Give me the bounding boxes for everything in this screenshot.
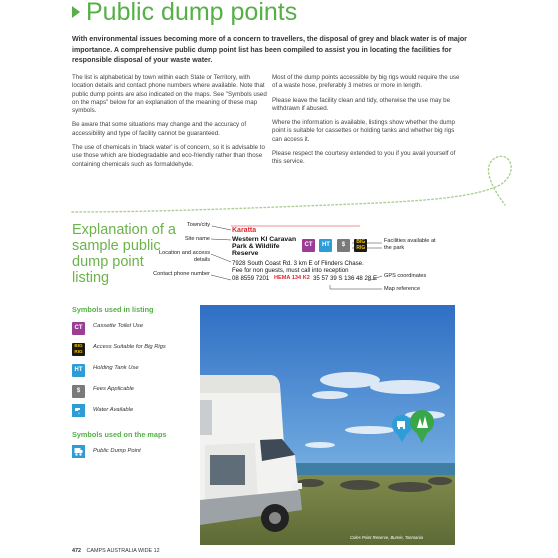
symbol-label: Cassette Toilet Use [93, 323, 144, 329]
label-site: Site name [184, 236, 210, 242]
symbol-row [72, 320, 85, 338]
big-rig-icon: BIG RIG [354, 239, 367, 252]
holding-tank-icon: HT [319, 239, 332, 252]
body-paragraph: Please respect the courtesy extended to you if you avail yourself of this service. [272, 150, 456, 166]
symbol-row [72, 404, 85, 422]
cassette-toilet-icon: CT [302, 239, 315, 252]
body-paragraph: The use of chemicals in 'black water' is of concern, so it is advisable to use those which are biodegradable and eco-friendly rather than those containing chemicals such as formaldehyde. [72, 144, 265, 168]
symbol-label: Fees Applicable [93, 386, 135, 392]
explanation-heading: Explanation of a sample public dump point listing [72, 222, 176, 286]
dump-point-icon [72, 445, 85, 458]
symbol-row [72, 383, 85, 401]
body-paragraph: Most of the dump points accessible by big rigs would require the use of a waste hose, preferably 3 metres or more in length. [272, 74, 460, 90]
sample-location: 7928 South Coast Rd. 3 km E of Flinders Chase. [232, 260, 364, 267]
label-map-reference: Map reference [384, 286, 421, 292]
water-tap-icon [72, 404, 85, 417]
footer-text: CAMPS AUSTRALIA WIDE 12 [86, 548, 160, 554]
page-footer [72, 548, 160, 554]
fee-icon: $ [337, 239, 350, 252]
label-facilities: Facilities available at the park [384, 238, 436, 251]
sample-site: Western KI Caravan Park & Wildlife Reserve [232, 236, 297, 257]
sample-phone: 08 8559 7201 [232, 275, 270, 282]
sample-gps: 35 57 39 S 136 48 28 E [313, 275, 378, 282]
symbols-listing-heading: Symbols used in listing [72, 305, 154, 314]
label-town: Town/city [186, 222, 210, 228]
fee-icon: $ [72, 385, 85, 398]
label-location: Location and access details [159, 250, 210, 263]
label-contact: Contact phone number [153, 271, 210, 277]
big-rig-icon: BIG RIG [72, 343, 85, 356]
symbol-label: Public Dump Point [93, 448, 141, 454]
holding-tank-icon: HT [72, 364, 85, 377]
body-paragraph: The list is alphabetical by town within each State or Territory, with location details and contact phone numbers where available. Note that public dump points are also indicated on the maps. See "Symbols used on the maps" below for an explanation of the meaning of these map symbols. [72, 74, 267, 115]
sample-fee: Fee for non guests, must call into reception [232, 267, 349, 274]
symbols-maps-heading: Symbols used on the maps [72, 430, 167, 439]
page-number: 472 [72, 548, 81, 554]
photo-caption: Coles Point Reserve, Burnie, Tasmania [350, 535, 423, 540]
sample-hema: HEMA 134 K2 [274, 275, 310, 281]
symbol-label: Access Suitable for Big Rigs [93, 344, 166, 350]
symbol-row [72, 445, 85, 463]
symbol-row [72, 341, 85, 359]
intro-paragraph: With environmental issues becoming more of a concern to travellers, the disposal of grey and black water is of major importance. A comprehensive public dump point list has been compiled to assist you in locating the facilities for responsible disposal of your waste water. [72, 35, 467, 64]
sample-town: Karatta [232, 227, 257, 234]
body-paragraph: Please leave the facility clean and tidy, otherwise the use may be withdrawn if abused. [272, 96, 451, 112]
page-title: Public dump points [86, 0, 298, 26]
symbol-label: Holding Tank Use [93, 365, 139, 371]
body-paragraph: Where the information is available, listings show whether the dump point is suitable for cassettes or holding tanks and whether big rigs can access it. [272, 119, 455, 143]
campervan-photo [200, 305, 455, 545]
sample-facility-icons [302, 237, 367, 255]
cassette-toilet-icon: CT [72, 322, 85, 335]
body-paragraph: Be aware that some situations may change and the accuracy of accessibility and type of facility cannot be guaranteed. [72, 121, 247, 137]
label-gps: GPS coordinates [384, 273, 427, 279]
symbol-row [72, 362, 85, 380]
symbol-label: Water Available [93, 407, 134, 413]
